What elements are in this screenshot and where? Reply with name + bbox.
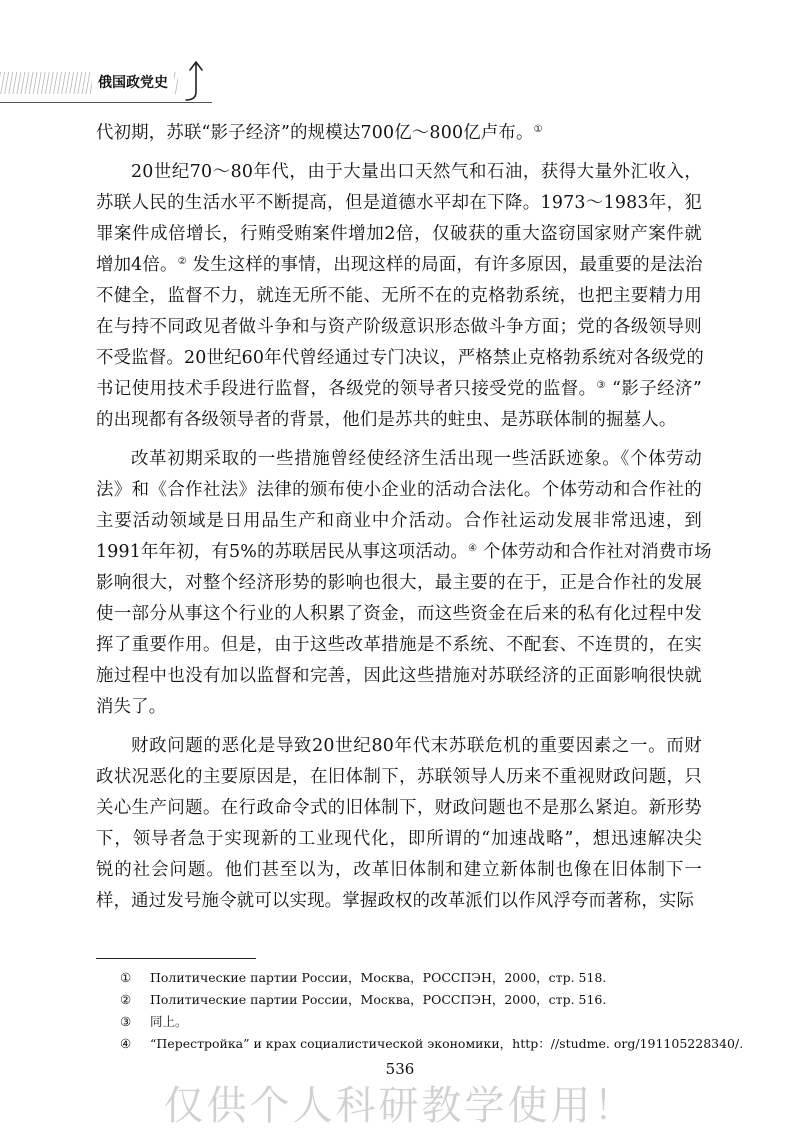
line-text: 改革初期采取的一些措施曾经使经济生活出现一些活跃迹象。《个体劳动 <box>131 449 702 469</box>
line-text: 财政问题的恶化是导致20世纪80年代末苏联危机的重要因素之一。而财 <box>131 736 702 756</box>
text-line <box>96 692 702 723</box>
footnote-ref: ② <box>177 256 187 267</box>
text-line <box>96 731 702 762</box>
line-text: 不健全，监督不力，就连无所不能、无所不在的克格勃系统，也把主要精力用 <box>96 286 702 306</box>
text-line <box>96 855 702 886</box>
text-line <box>96 793 702 824</box>
line-text: 在与持不同政见者做斗争和与资产阶级意识形态做斗争方面；党的各级领导则 <box>96 317 702 337</box>
body-text <box>96 118 712 917</box>
footnote-text: Политические партии России，Москва，РОССПЭН，2000，стр. 516. <box>150 992 607 1007</box>
line-text: 施过程中也没有加以监督和完善，因此这些措施对苏联经济的正面影响很快就 <box>96 666 702 686</box>
line-text-continued: 个体劳动和合作社对消费市场 <box>477 542 712 562</box>
watermark: 仅供个人科研教学使用！ <box>163 1083 637 1129</box>
running-header-title: 俄国政党史 <box>92 72 174 94</box>
text-line <box>96 568 702 599</box>
text-line <box>96 188 702 219</box>
text-line <box>96 630 702 661</box>
text-line <box>96 157 702 188</box>
line-text: 消失了。 <box>96 697 167 717</box>
line-text: 政状况恶化的主要原因是，在旧体制下，苏联领导人历来不重视财政问题，只 <box>96 767 702 787</box>
line-text: 书记使用技术手段进行监督，各级党的领导者只接受党的监督。 <box>96 379 597 399</box>
footnote-ref: ④ <box>468 543 478 554</box>
page-number: 536 <box>385 1060 415 1078</box>
line-text: 1991年年初，有5%的苏联居民从事这项活动。 <box>96 542 469 562</box>
line-text: 样，通过发号施令就可以实现。掌握政权的改革派们以作风浮夸而著称，实际 <box>96 891 695 911</box>
line-text: 不受监督。20世纪60年代曾经通过专门决议，严格禁止克格勃系统对各级党的 <box>96 348 704 368</box>
footnotes <box>120 967 750 1055</box>
line-text: 法》和《合作社法》法律的颁布使小企业的活动合法化。个体劳动和合作社的 <box>96 480 702 500</box>
paragraph-gap <box>96 149 702 157</box>
text-line <box>96 506 702 537</box>
line-text: 代初期，苏联“影子经济”的规模达700亿～800亿卢布。 <box>96 123 534 143</box>
footnote-rule <box>96 958 256 959</box>
footnote-mark: ① <box>120 970 132 985</box>
footnote-mark: ③ <box>120 1014 132 1029</box>
text-line <box>96 343 702 374</box>
line-text: 使一部分从事这个行业的人积累了资金，而这些资金在后来的私有化过程中发 <box>96 604 702 624</box>
line-text: 影响很大，对整个经济形势的影响也很大，最主要的在于，正是合作社的发展 <box>96 573 702 593</box>
line-text: 挥了重要作用。但是，由于这些改革措施是不系统、不配套、不连贯的，在实 <box>96 635 702 655</box>
line-text-continued: 发生这样的事情，出现这样的局面，有许多原因，最重要的是法治 <box>186 255 703 275</box>
paragraph-gap <box>96 436 702 444</box>
text-line <box>96 374 702 405</box>
footnote-ref: ① <box>533 124 543 135</box>
footnote <box>120 989 750 1011</box>
line-text: 关心生产问题。在行政命令式的旧体制下，财政问题也不是那么紧迫。新形势 <box>96 798 702 818</box>
text-line <box>96 219 702 250</box>
footnote <box>120 1033 750 1055</box>
text-line <box>96 661 702 692</box>
text-line <box>96 250 702 281</box>
text-line <box>96 537 712 568</box>
footnote-mark: ④ <box>120 1036 132 1051</box>
text-line <box>96 599 702 630</box>
text-line <box>96 886 702 917</box>
footnote-mark: ② <box>120 992 132 1007</box>
text-line <box>96 762 702 793</box>
line-text: 罪案件成倍增长，行贿受贿案件增加2倍，仅破获的重大盗窃国家财产案件就 <box>96 224 702 244</box>
text-line <box>96 312 702 343</box>
text-line <box>96 475 702 506</box>
line-text: 20世纪70～80年代，由于大量出口天然气和石油，获得大量外汇收入， <box>131 162 702 182</box>
footnote-ref: ③ <box>596 380 606 391</box>
footnote <box>120 1011 750 1033</box>
footnote <box>120 967 750 989</box>
line-text: 主要活动领域是日用品生产和商业中介活动。合作社运动发展非常迅速，到 <box>96 511 702 531</box>
text-line <box>96 118 702 149</box>
line-text: 锐的社会问题。他们甚至以为，改革旧体制和建立新体制也像在旧体制下一 <box>96 860 702 880</box>
text-line <box>96 281 702 312</box>
footnote-text: 同上。 <box>150 1014 188 1029</box>
footnote-text: “Перестройка” и крах социалистической экономики，http：//studme. org/191105228340/. <box>150 1036 744 1051</box>
line-text: 增加4倍。 <box>96 255 178 275</box>
footnote-text: Политические партии России，Москва，РОССПЭН，2000，стр. 518. <box>150 970 607 985</box>
line-text: 下，领导者急于实现新的工业现代化，即所谓的“加速战略”，想迅速解决尖 <box>96 829 702 849</box>
up-arrow-icon <box>168 56 218 106</box>
text-line <box>96 444 702 475</box>
text-line <box>96 405 702 436</box>
text-line <box>96 824 702 855</box>
line-text: 的出现都有各级领导者的背景，他们是苏共的蛀虫、是苏联体制的掘墓人。 <box>96 410 677 430</box>
paragraph-gap <box>96 723 702 731</box>
line-text-continued: “影子经济” <box>606 379 702 399</box>
line-text: 苏联人民的生活水平不断提高，但是道德水平却在下降。1973～1983年，犯 <box>96 193 702 213</box>
